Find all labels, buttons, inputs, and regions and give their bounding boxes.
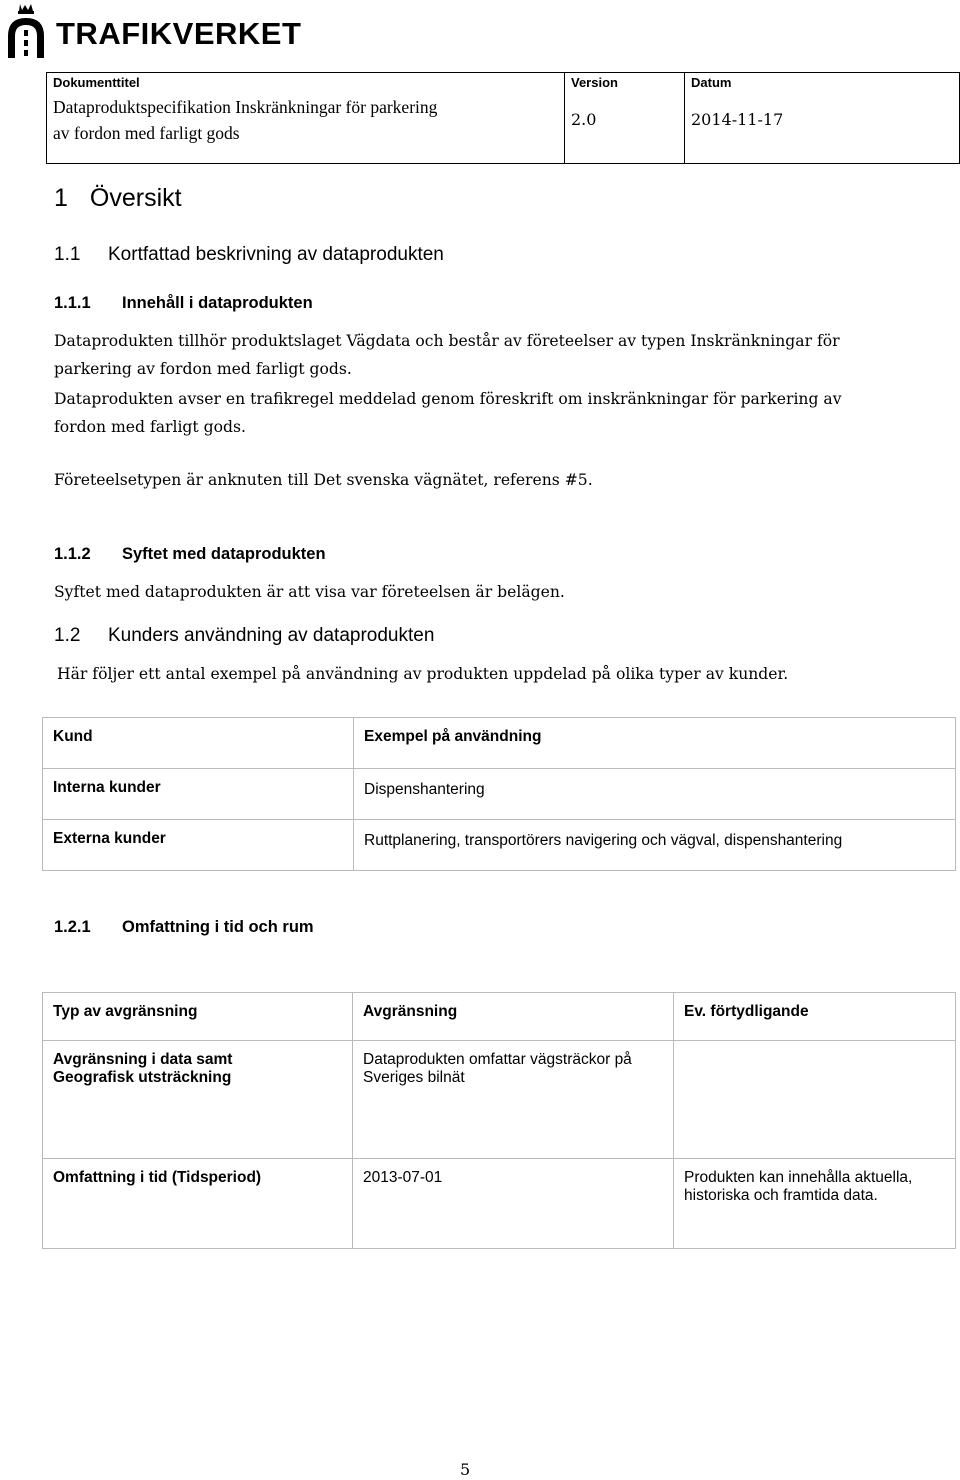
table-cell: [353, 1041, 674, 1159]
section-number: 1.1: [54, 244, 81, 265]
scope-table: [42, 992, 956, 1249]
table-header-cell: Ev. förtydligande: [674, 993, 956, 1041]
table-cell: [43, 1041, 353, 1159]
table-row: [43, 1159, 956, 1249]
section-number: 1.1.1: [54, 294, 91, 312]
table-cell: Omfattning i tid (Tidsperiod): [43, 1159, 353, 1249]
section-number: 1.1.2: [54, 545, 91, 563]
section-title: Kortfattad beskrivning av dataprodukten: [108, 244, 444, 265]
section-1-2-1-heading: [54, 918, 314, 937]
section-1-1-2-heading: [54, 545, 326, 564]
table-header-row: [43, 718, 956, 769]
table-cell: Externa kunder: [43, 820, 354, 871]
table-cell: Interna kunder: [43, 769, 354, 820]
section-number: 1.2: [54, 625, 81, 646]
section-1-2-heading: [54, 625, 434, 647]
section-title: Syftet med dataprodukten: [122, 545, 326, 563]
table-cell: [674, 1041, 956, 1159]
date-cell: [685, 73, 959, 163]
table-header-row: [43, 993, 956, 1041]
doc-title-value: [53, 94, 437, 146]
document-header-table: [46, 72, 960, 164]
cell-line: Produkten kan innehålla aktuella,: [684, 1169, 913, 1186]
paragraph-usage-intro: Här följer ett antal exempel på användning av produkten uppdelad på olika typer av kunder.: [57, 665, 789, 683]
paragraph-network-reference: Företeelsetypen är anknuten till Det svenska vägnätet, referens #5.: [54, 471, 593, 489]
date-label: Datum: [691, 75, 732, 90]
table-row: [43, 820, 956, 871]
table-row: [43, 769, 956, 820]
cell-line: Geografisk utsträckning: [53, 1069, 232, 1086]
version-value: 2.0: [571, 110, 597, 129]
paragraph-line: fordon med farligt gods.: [54, 418, 246, 436]
paragraph-purpose: Syftet med dataprodukten är att visa var företeelsen är belägen.: [54, 583, 565, 601]
version-cell: [565, 73, 685, 163]
section-1-heading: [54, 184, 182, 213]
cell-line: Sveriges bilnät: [363, 1069, 465, 1086]
table-cell: 2013-07-01: [353, 1159, 674, 1249]
customer-usage-table: [42, 717, 956, 871]
trafikverket-logo: [4, 0, 301, 62]
table-header-cell: Avgränsning: [353, 993, 674, 1041]
section-1-1-1-heading: [54, 294, 313, 313]
paragraph-line: parkering av fordon med farligt gods.: [54, 360, 352, 378]
paragraph-product-type: [54, 327, 944, 383]
table-row: [43, 1041, 956, 1159]
cell-line: Avgränsning i data samt: [53, 1051, 233, 1068]
section-number: 1: [54, 184, 68, 212]
section-number: 1.2.1: [54, 918, 91, 936]
paragraph-line: Dataprodukten avser en trafikregel meddelad genom föreskrift om inskränkningar för parkering av: [54, 390, 842, 408]
table-cell: Ruttplanering, transportörers navigering och vägval, dispenshantering: [354, 820, 956, 871]
paragraph-traffic-rule: [54, 385, 944, 441]
cell-line: Dataprodukten omfattar vägsträckor på: [363, 1051, 632, 1068]
page-number: 5: [460, 1460, 471, 1479]
doc-title-cell: [47, 73, 565, 163]
section-title: Innehåll i dataprodukten: [122, 294, 313, 312]
paragraph-line: Dataprodukten tillhör produktslaget Vägdata och består av företeelser av typen Inskränkningar för: [54, 332, 840, 350]
table-cell: [674, 1159, 956, 1249]
date-value: 2014-11-17: [691, 110, 784, 129]
table-header-cell: Typ av avgränsning: [43, 993, 353, 1041]
table-header-cell: Exempel på användning: [354, 718, 956, 769]
version-label: Version: [571, 75, 618, 90]
doc-title-label: Dokumenttitel: [53, 75, 140, 90]
section-title: Omfattning i tid och rum: [122, 918, 314, 936]
table-header-cell: Kund: [43, 718, 354, 769]
section-title: Översikt: [89, 184, 182, 212]
table-cell: Dispenshantering: [354, 769, 956, 820]
cell-line: historiska och framtida data.: [684, 1187, 878, 1204]
section-title: Kunders användning av dataprodukten: [108, 625, 435, 646]
section-1-1-heading: [54, 244, 444, 266]
doc-title-line1: Dataproduktspecifikation Inskränkningar för parkering: [53, 97, 438, 117]
logo-wordmark: TRAFIKVERKET: [56, 16, 302, 51]
doc-title-line2: av fordon med farligt gods: [53, 123, 240, 143]
crown-emblem-icon: [4, 2, 48, 60]
